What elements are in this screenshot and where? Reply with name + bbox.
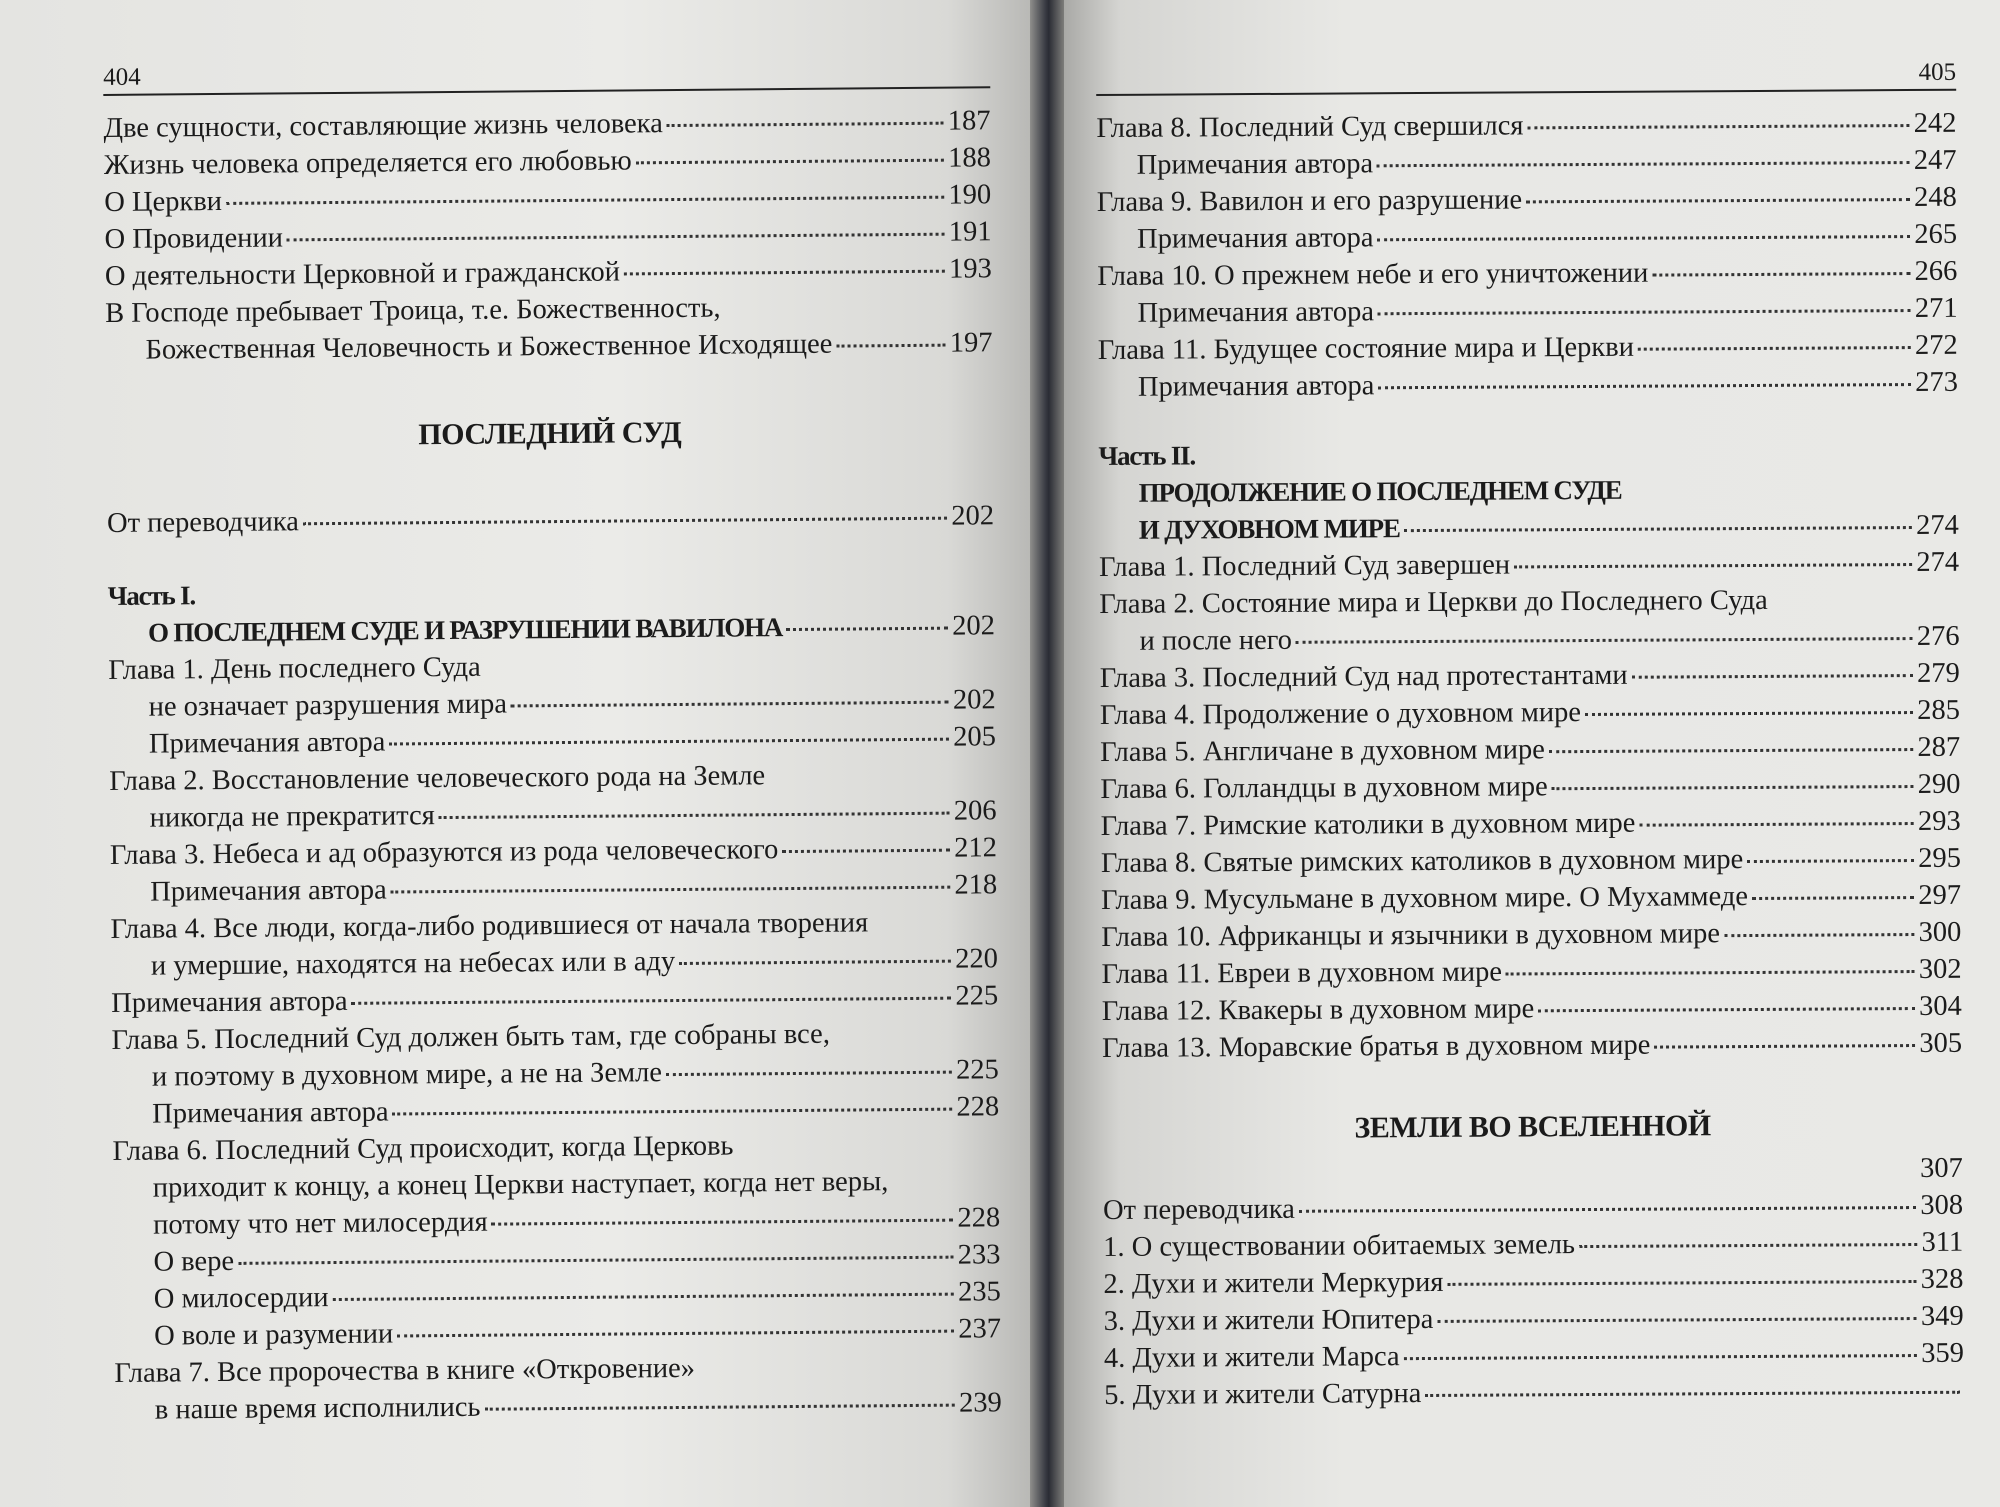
toc-entry: Примечания автора 228 xyxy=(152,1091,1000,1130)
toc-entry: 5. Духи и жители Сатурна xyxy=(1104,1372,1964,1414)
toc-entry: Глава 13. Моравские братья в духовном мире 305 xyxy=(1101,1027,1963,1064)
right-page-content xyxy=(1096,55,1964,1414)
toc-entry-line: В Господе пребывает Троица, т.е. Божественность, xyxy=(105,292,721,329)
toc-entry: О Церкви 190 xyxy=(104,179,992,218)
toc-entry: Примечания автора 247 xyxy=(1136,144,1957,181)
part-title: О ПОСЛЕДНЕМ СУДЕ И РАЗРУШЕНИИ ВАВИЛОНА 202 xyxy=(147,610,996,648)
right-page-number: 405 xyxy=(1918,58,1957,86)
toc-entry: О милосердии 235 xyxy=(153,1276,1001,1315)
toc-entry-line: Глава 1. День последнего Суда xyxy=(108,651,481,686)
toc-entry: Глава 3. Последний Суд над протестантами 279 xyxy=(1099,657,1960,694)
toc-entry: От переводчика 202 xyxy=(106,500,995,539)
toc-list-part2-chapters xyxy=(1100,655,1962,1067)
toc-entry: 4. Духи и жители Марса 359 xyxy=(1103,1337,1965,1374)
toc-list-earths xyxy=(1103,1187,1964,1414)
toc-entry: Жизнь человека определяется его любовью 188 xyxy=(103,142,992,181)
toc-entry: в наше время исполнились 239 xyxy=(154,1387,1002,1426)
toc-entry: и после него 276 xyxy=(1139,620,1960,657)
toc-entry: Глава 8. Последний Суд свершился 242 xyxy=(1096,107,1957,144)
toc-entry: Глава 7. Римские католики в духовном мире 293 xyxy=(1100,805,1961,842)
toc-entry: Примечания автора 225 xyxy=(111,980,999,1019)
part-label: Часть I. xyxy=(107,580,196,611)
left-page-number: 404 xyxy=(103,63,141,91)
part-title: И ДУХОВНОМ МИРЕ 274 xyxy=(1138,509,1959,545)
section-title-last-judgment: ПОСЛЕДНИЙ СУД xyxy=(418,415,682,452)
toc-entry: Глава 10. О прежнем небе и его уничтожении 266 xyxy=(1097,255,1958,292)
right-page xyxy=(1064,0,2000,1507)
toc-list-right-top xyxy=(1096,105,1958,406)
toc-entry-line: Глава 5. Последний Суд должен быть там, где собраны все, xyxy=(111,1018,831,1056)
toc-entry-line: Глава 7. Все пророчества в книге «Откровение» xyxy=(114,1352,696,1389)
part-title-line: ПРОДОЛЖЕНИЕ О ПОСЛЕДНЕМ СУДЕ xyxy=(1138,474,1622,508)
toc-entry: Примечания автора 265 xyxy=(1137,218,1958,255)
toc-entry: не означает разрушения мира 202 xyxy=(148,684,996,723)
toc-entry: Глава 4. Продолжение о духовном мире 285 xyxy=(1099,694,1961,731)
toc-entry: потому что нет милосердия 228 xyxy=(153,1202,1001,1241)
toc-entry: Глава 8. Святые римских католиков в духовном мире 295 xyxy=(1100,842,1961,879)
left-page-content xyxy=(103,52,1002,1429)
toc-entry: О деятельности Церковной и гражданской 193 xyxy=(104,253,992,292)
toc-entry: Глава 10. Африканцы и язычники в духовном мире 300 xyxy=(1101,916,1962,953)
toc-entry-line: Глава 2. Состояние мира и Церкви до Последнего Суда xyxy=(1099,584,1768,620)
toc-entry: Глава 9. Вавилон и его разрушение 248 xyxy=(1096,181,1957,218)
toc-entry: О Провидении 191 xyxy=(104,216,992,255)
toc-entry: Примечания автора 205 xyxy=(148,721,997,760)
toc-entry: Глава 3. Небеса и ад образуются из рода человеческого 212 xyxy=(109,832,998,871)
toc-entry-line: Глава 2. Восстановление человеческого рода на Земле xyxy=(109,760,766,797)
toc-entry: Глава 1. Последний Суд завершен 274 xyxy=(1099,546,1960,583)
toc-entry: Глава 12. Квакеры в духовном мире 304 xyxy=(1101,990,1962,1027)
toc-entry: 307 xyxy=(1919,1152,1963,1184)
toc-entry-line: приходит к концу, а конец Церкви наступает, когда нет веры, xyxy=(152,1166,889,1204)
part-label: Часть II. xyxy=(1098,440,1196,471)
toc-entry: Глава 9. Мусульмане в духовном мире. О Мухаммеде 297 xyxy=(1101,879,1962,916)
toc-entry: 2. Духи и жители Меркурия 328 xyxy=(1103,1263,1964,1300)
toc-entry: От переводчика 308 xyxy=(1102,1189,1964,1226)
toc-entry-line: Глава 4. Все люди, когда-либо родившиеся от начала творения xyxy=(110,907,869,945)
toc-entry: Глава 5. Англичане в духовном мире 287 xyxy=(1100,731,1961,768)
right-page-header xyxy=(1096,55,1956,96)
toc-entry: О вере 233 xyxy=(153,1239,1001,1278)
book-gutter xyxy=(1030,0,1064,1507)
toc-entry: Глава 11. Будущее состояние мира и Церкви 272 xyxy=(1097,329,1958,366)
toc-entry-line: Глава 6. Последний Суд происходит, когда Церковь xyxy=(112,1130,734,1167)
toc-entry: Божественная Человечность и Божественное Исходящее 197 xyxy=(145,327,993,366)
toc-entry: О воле и разумении 237 xyxy=(154,1313,1002,1352)
toc-entry: Две сущности, составляющие жизнь человека 187 xyxy=(103,105,991,144)
toc-entry: Примечания автора 273 xyxy=(1137,366,1959,403)
toc-entry: Глава 11. Евреи в духовном мире 302 xyxy=(1101,953,1962,990)
toc-entry: 3. Духи и жители Юпитера 349 xyxy=(1103,1300,1964,1337)
toc-entry: никогда не прекратится 206 xyxy=(149,795,997,834)
toc-entry: Примечания автора 271 xyxy=(1137,292,1958,329)
toc-entry: и умершие, находятся на небесах или в аду 220 xyxy=(150,943,999,982)
toc-entry: Примечания автора 218 xyxy=(150,869,998,908)
toc-entry: 1. О существовании обитаемых земель 311 xyxy=(1103,1226,1964,1263)
toc-entry: и поэтому в духовном мире, а не на Земле 225 xyxy=(151,1054,999,1093)
section-title-earths: ЗЕМЛИ ВО ВСЕЛЕННОЙ xyxy=(1354,1109,1711,1145)
toc-entry: Глава 6. Голландцы в духовном мире 290 xyxy=(1100,768,1961,805)
